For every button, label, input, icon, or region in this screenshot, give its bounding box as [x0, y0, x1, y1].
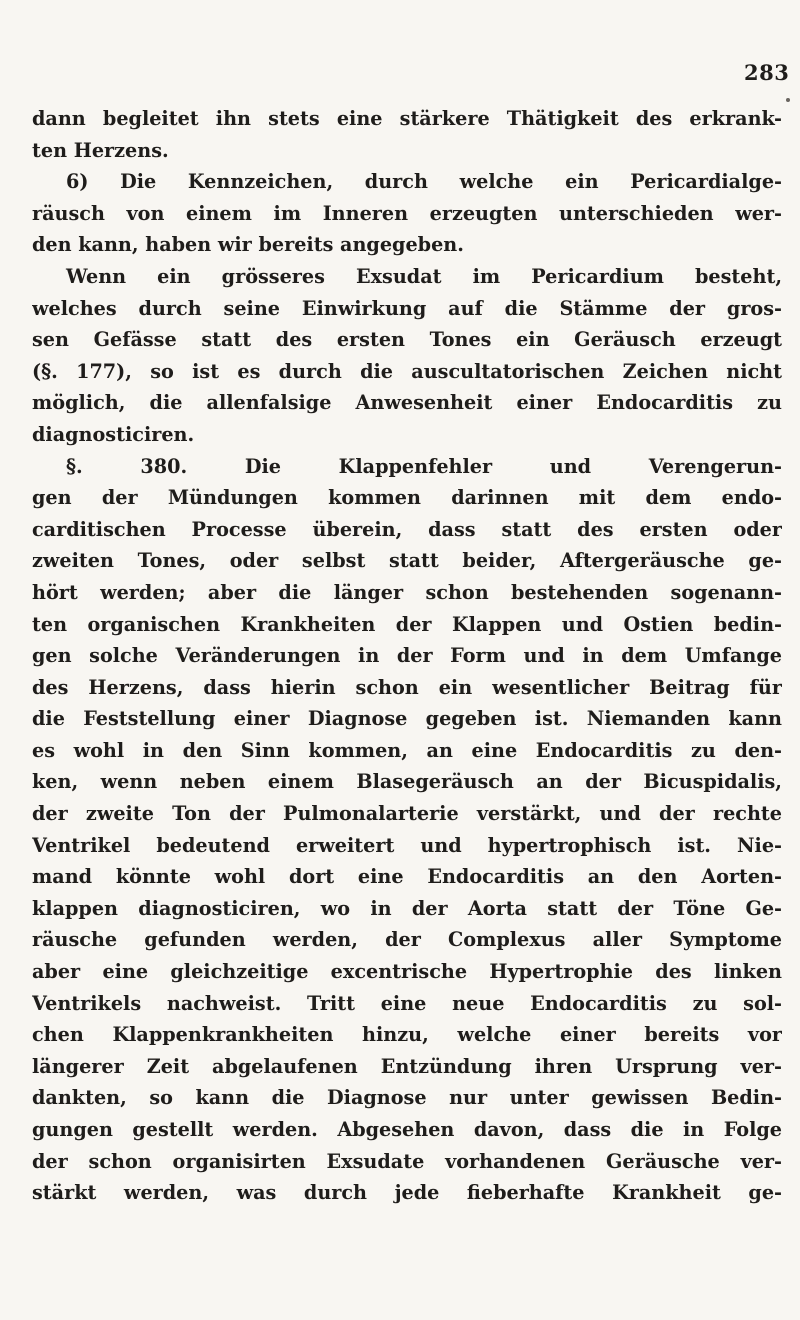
- text-line-1: dann begleitet ihn stets eine stärkere Thätigkeit des erkrank-: [32, 107, 782, 130]
- text-line-5: den kann, haben wir bereits angegeben.: [32, 233, 464, 257]
- text-line-18: gen solche Veränderungen in der Form und in dem Umfange: [32, 644, 782, 668]
- text-line-21: es wohl in den Sinn kommen, an eine Endocarditis zu den-: [32, 738, 782, 762]
- page-number: 283: [744, 60, 790, 85]
- text-line-23: der zweite Ton der Pulmonalarterie verstärkt, und der rechte: [32, 802, 782, 826]
- text-line-22: ken, wenn neben einem Blasegeräusch an der Bicuspidalis,: [32, 770, 782, 794]
- text-line-26: klappen diagnosticiren, wo in der Aorta statt der Töne Ge-: [32, 896, 782, 920]
- text-line-34: der schon organisirten Exsudate vorhandenen Geräusche ver-: [32, 1149, 782, 1173]
- text-line-12: §. 380. Die Klappenfehler und Verengerun-: [66, 454, 782, 478]
- print-speck: [786, 98, 790, 102]
- text-line-11: diagnosticiren.: [32, 422, 195, 446]
- text-line-25: mand könnte wohl dort eine Endocarditis an den Aorten-: [32, 865, 782, 889]
- text-line-20: die Feststellung einer Diagnose gegeben ist. Niemanden kann: [32, 707, 782, 731]
- text-line-33: gungen gestellt werden. Abgesehen davon, dass die in Folge: [32, 1118, 782, 1141]
- text-line-9: (§. 177), so ist es durch die auscultatorischen Zeichen nicht: [32, 359, 782, 383]
- text-line-19: des Herzens, dass hierin schon ein wesentlicher Beitrag für: [32, 675, 782, 699]
- text-line-32: dankten, so kann die Diagnose nur unter gewissen Bedin-: [32, 1086, 782, 1110]
- text-line-16: hört werden; aber die länger schon bestehenden sogenann-: [32, 580, 782, 604]
- text-line-24: Ventrikel bedeutend erweitert und hypertrophisch ist. Nie-: [32, 833, 782, 857]
- text-line-2: ten Herzens.: [32, 138, 169, 162]
- text-line-31: längerer Zeit abgelaufenen Entzündung ihren Ursprung ver-: [32, 1054, 782, 1078]
- text-line-30: chen Klappenkrankheiten hinzu, welche einer bereits vor: [32, 1023, 782, 1047]
- text-line-4: räusch von einem im Inneren erzeugten unterschieden wer-: [32, 201, 782, 225]
- text-line-10: möglich, die allenfalsige Anwesenheit einer Endocarditis zu: [32, 391, 782, 415]
- text-line-7: welches durch seine Einwirkung auf die Stämme der gros-: [32, 296, 782, 320]
- text-line-35: stärkt werden, was durch jede fieberhafte Krankheit ge-: [32, 1181, 782, 1205]
- text-line-17: ten organischen Krankheiten der Klappen und Ostien bedin-: [32, 612, 782, 636]
- text-line-13: gen der Mündungen kommen darinnen mit dem endo-: [32, 486, 782, 510]
- text-line-28: aber eine gleichzeitige excentrische Hypertrophie des linken: [32, 960, 782, 984]
- text-line-6: Wenn ein grösseres Exsudat im Pericardium besteht,: [66, 264, 782, 288]
- text-line-27: räusche gefunden werden, der Complexus aller Symptome: [32, 928, 782, 952]
- text-line-15: zweiten Tones, oder selbst statt beider, Aftergeräusche ge-: [32, 549, 782, 573]
- body-text: [32, 103, 782, 1209]
- text-line-14: carditischen Processe überein, dass statt des ersten oder: [32, 517, 782, 541]
- text-line-29: Ventrikels nachweist. Tritt eine neue Endocarditis zu sol-: [32, 991, 782, 1015]
- text-line-8: sen Gefässe statt des ersten Tones ein Geräusch erzeugt: [32, 328, 782, 352]
- text-line-3: 6) Die Kennzeichen, durch welche ein Pericardialge-: [66, 170, 782, 194]
